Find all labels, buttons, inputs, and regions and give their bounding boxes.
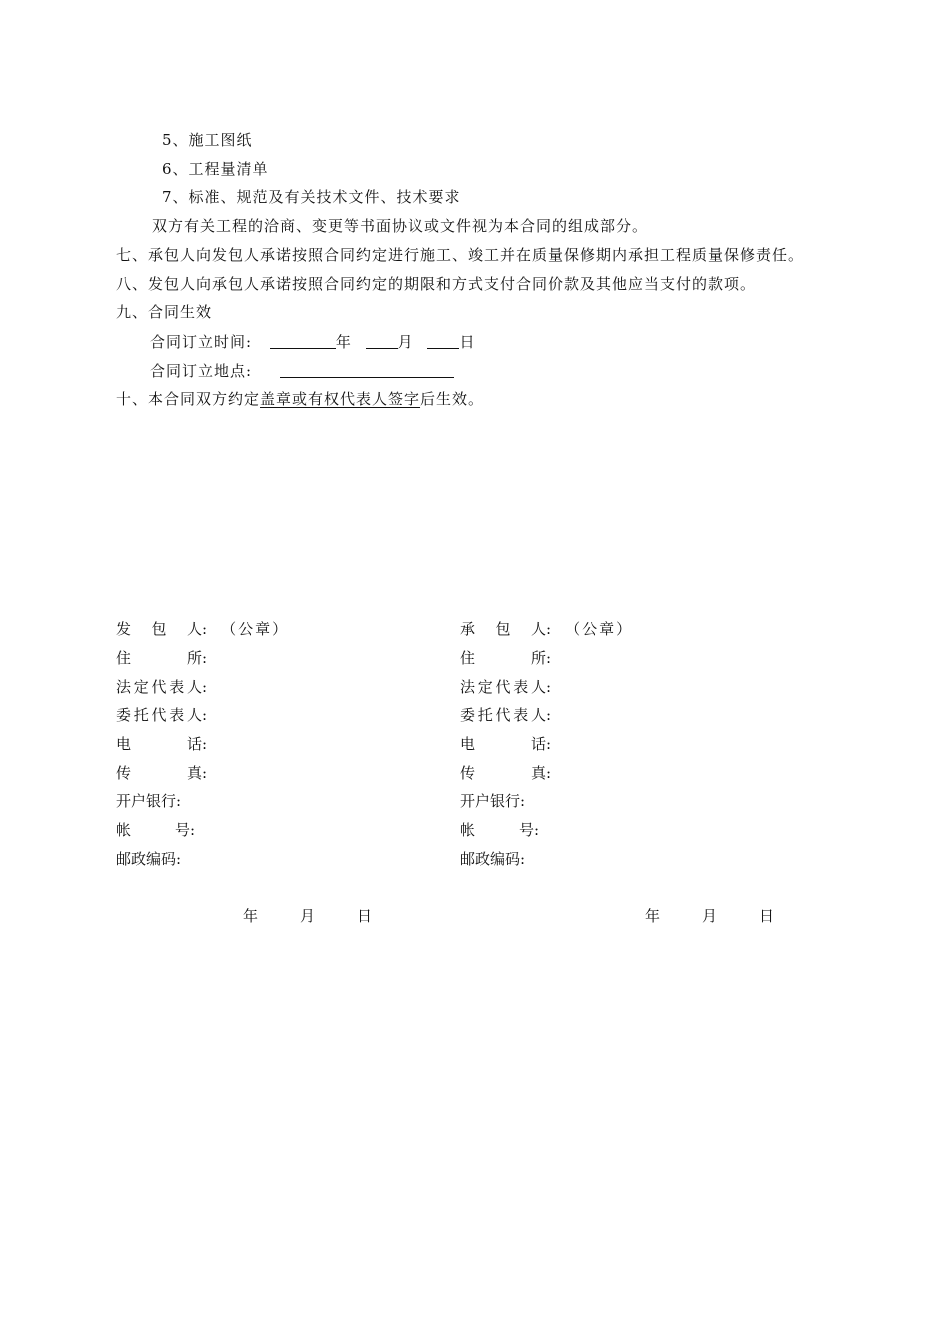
month-blank[interactable] bbox=[366, 334, 398, 349]
contract-place-label: 合同订立地点: bbox=[150, 362, 253, 380]
party-a-agent-rep: 委托代表人: bbox=[116, 706, 208, 724]
party-b-sign-date bbox=[645, 909, 816, 924]
party-b-phone: 电话: bbox=[460, 735, 552, 753]
clause-9-heading: 九、合同生效 bbox=[116, 303, 213, 321]
place-blank[interactable] bbox=[280, 363, 454, 378]
party-a-sign-date bbox=[243, 909, 414, 924]
composition-note: 双方有关工程的洽商、变更等书面协议或文件视为本合同的组成部分。 bbox=[152, 217, 649, 235]
party-b-sign-day: 日 bbox=[759, 907, 775, 925]
clause-10 bbox=[116, 392, 484, 407]
day-blank[interactable] bbox=[427, 334, 459, 349]
party-a-sign-month: 月 bbox=[300, 907, 316, 925]
party-b-sign-year: 年 bbox=[645, 907, 661, 925]
party-a-seal: （公章） bbox=[221, 620, 290, 638]
contract-time-row bbox=[150, 334, 475, 350]
party-a-sign-year: 年 bbox=[243, 907, 259, 925]
party-a-address: 住所: bbox=[116, 649, 208, 667]
party-b-sign-month: 月 bbox=[702, 907, 718, 925]
party-a-bank: 开户银行: bbox=[116, 792, 182, 810]
item-6: 6、工程量清单 bbox=[162, 160, 269, 178]
item-5: 5、施工图纸 bbox=[162, 131, 253, 149]
party-b-fax: 传真: bbox=[460, 764, 552, 782]
party-b-address: 住所: bbox=[460, 649, 552, 667]
party-b-legal-rep: 法定代表人: bbox=[460, 678, 552, 696]
party-a-phone: 电话: bbox=[116, 735, 208, 753]
year-label: 年 bbox=[335, 333, 352, 351]
clause-8: 八、发包人向承包人承诺按照合同约定的期限和方式支付合同价款及其他应当支付的款项。 bbox=[116, 275, 757, 293]
contract-place-row bbox=[150, 363, 454, 379]
party-b-seal: （公章） bbox=[565, 620, 634, 638]
party-a-sign-day: 日 bbox=[357, 907, 373, 925]
month-label: 月 bbox=[397, 333, 414, 351]
party-b-agent-rep: 委托代表人: bbox=[460, 706, 552, 724]
clause-10-underlined: 盖章或有权代表人签字 bbox=[260, 390, 421, 408]
day-label: 日 bbox=[459, 333, 476, 351]
party-a-postcode: 邮政编码: bbox=[116, 850, 182, 868]
party-a-legal-rep: 法定代表人: bbox=[116, 678, 208, 696]
party-b-postcode: 邮政编码: bbox=[460, 850, 526, 868]
clause-7: 七、承包人向发包人承诺按照合同约定进行施工、竣工并在质量保修期内承担工程质量保修责任。 bbox=[116, 246, 805, 264]
clause-10-prefix: 十、本合同双方约定 bbox=[116, 390, 261, 408]
party-a-role: 发包人: （公章） bbox=[116, 620, 290, 638]
party-a-account: 帐号: bbox=[116, 821, 196, 839]
contract-time-label: 合同订立时间: bbox=[150, 333, 253, 351]
party-b-role: 承包人: （公章） bbox=[460, 620, 634, 638]
year-blank[interactable] bbox=[270, 334, 336, 349]
party-b-account: 帐号: bbox=[460, 821, 540, 839]
party-b-bank: 开户银行: bbox=[460, 792, 526, 810]
clause-10-suffix: 后生效。 bbox=[420, 390, 485, 408]
party-a-fax: 传真: bbox=[116, 764, 208, 782]
item-7: 7、标准、规范及有关技术文件、技术要求 bbox=[162, 188, 461, 206]
